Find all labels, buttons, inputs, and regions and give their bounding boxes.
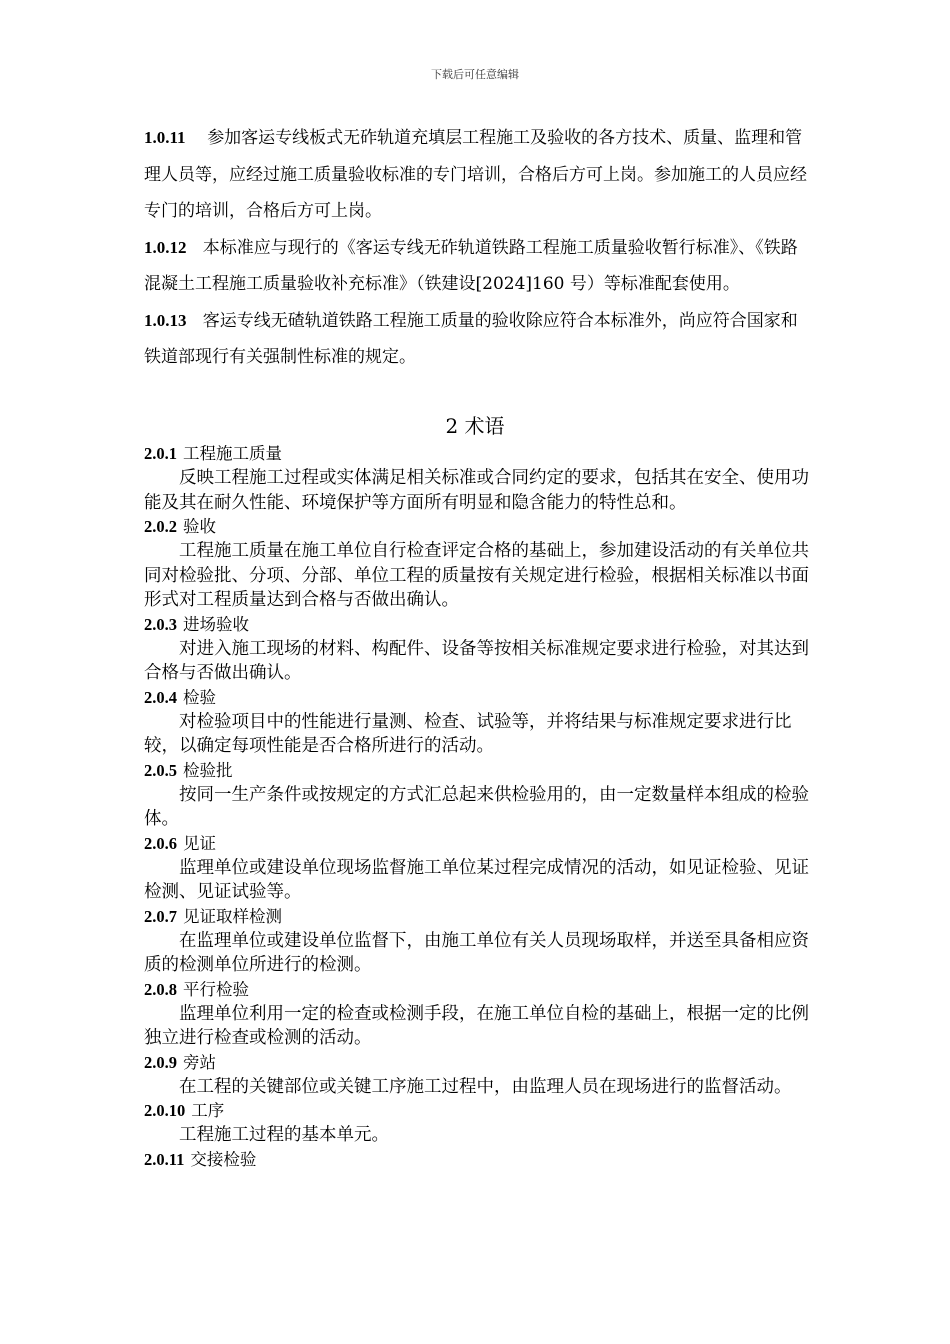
terms-section (144, 442, 814, 1172)
term-title: 验收 (183, 517, 216, 536)
clause-text: 客运专线无碴轨道铁路工程施工质量的验收除应符合本标准外，尚应符合国家和铁道部现行有关强制性标准的规定。 (144, 310, 798, 367)
term-title: 进场验收 (183, 614, 249, 634)
term-title: 检验 (183, 687, 216, 707)
term-title: 交接检验 (190, 1149, 257, 1169)
term-title: 见证 (183, 833, 216, 853)
term-definition: 工程施工质量在施工单位自行检查评定合格的基础上，参加建设活动的有关单位共同对检验批、分项、分部、单位工程的质量按有关规定进行检验，根据相关标准以书面形式对工程质量达到合格与否做出确认。 (144, 541, 809, 610)
term-definition: 工程施工过程的基本单元。 (179, 1125, 389, 1145)
clause-number: 1.0.13 (144, 310, 187, 330)
term-heading (144, 686, 814, 710)
term-definition: 监理单位利用一定的检查或检测手段，在施工单位自检的基础上，根据一定的比例独立进行检查或检测的活动。 (144, 1003, 809, 1048)
term-number: 2.0.9 (144, 1052, 177, 1072)
term-title: 检验批 (183, 760, 233, 780)
term-definition: 在监理单位或建设单位监督下，由施工单位有关人员现场取样，并送至具备相应资质的检测单位所进行的检测。 (144, 930, 809, 975)
chapter-title: 2 术语 (445, 414, 505, 438)
clause-1-0-12 (144, 230, 814, 303)
term-definition: 反映工程施工过程或实体满足相关标准或合同约定的要求，包括其在安全、使用功能及其在耐久性能、环境保护等方面所有明显和隐含能力的特性总和。 (144, 468, 809, 513)
term-number: 2.0.8 (144, 979, 177, 999)
term-number: 2.0.4 (144, 687, 177, 707)
term-heading (144, 613, 814, 637)
term-heading (144, 1099, 814, 1123)
term-definition: 监理单位或建设单位现场监督施工单位某过程完成情况的活动，如见证检验、见证检测、见证试验等。 (144, 857, 809, 902)
intro-section (144, 120, 814, 376)
term-number: 2.0.1 (144, 444, 177, 463)
clause-1-0-11 (144, 120, 814, 230)
term-title: 工程施工质量 (183, 444, 282, 463)
term-definition: 在工程的关键部位或关键工序施工过程中，由监理人员在现场进行的监督活动。 (179, 1076, 792, 1097)
term-title: 见证取样检测 (183, 906, 282, 926)
term-number: 2.0.2 (144, 517, 177, 536)
term-number: 2.0.3 (144, 614, 177, 634)
clause-1-0-13 (144, 303, 814, 376)
term-heading (144, 1148, 814, 1172)
term-number: 2.0.5 (144, 760, 177, 780)
term-heading (144, 515, 814, 539)
term-number: 2.0.11 (144, 1149, 185, 1169)
term-definition: 按同一生产条件或按规定的方式汇总起来供检验用的，由一定数量样本组成的检验体。 (144, 784, 809, 829)
term-heading (144, 905, 814, 929)
term-number: 2.0.10 (144, 1101, 186, 1120)
term-title: 工序 (191, 1101, 225, 1120)
term-heading (144, 759, 814, 783)
term-number: 2.0.6 (144, 833, 177, 853)
clause-number: 1.0.12 (144, 237, 187, 257)
term-heading (144, 1051, 814, 1075)
term-definition: 对进入施工现场的材料、构配件、设备等按相关标准规定要求进行检验，对其达到合格与否做出确认。 (144, 638, 809, 683)
term-heading (144, 442, 814, 466)
clause-text: 参加客运专线板式无砟轨道充填层工程施工及验收的各方技术、质量、监理和管理人员等，应经过施工质量验收标准的专门培训，合格后方可上岗。参加施工的人员应经专门的培训，合格后方可上岗。 (144, 128, 807, 221)
clause-text: 本标准应与现行的《客运专线无砟轨道铁路工程施工质量验收暂行标准》、《铁路混凝土工程施工质量验收补充标准》（铁建设[2024]160 号）等标准配套使用。 (144, 237, 798, 294)
term-definition: 对检验项目中的性能进行量测、检查、试验等，并将结果与标准规定要求进行比较，以确定每项性能是否合格所进行的活动。 (144, 711, 792, 756)
term-title: 旁站 (183, 1052, 216, 1072)
term-heading (144, 978, 814, 1002)
page-header: 下载后可任意编辑 (431, 68, 519, 81)
term-title: 平行检验 (183, 979, 249, 999)
clause-number: 1.0.11 (144, 128, 186, 147)
term-number: 2.0.7 (144, 906, 177, 926)
term-heading (144, 832, 814, 856)
